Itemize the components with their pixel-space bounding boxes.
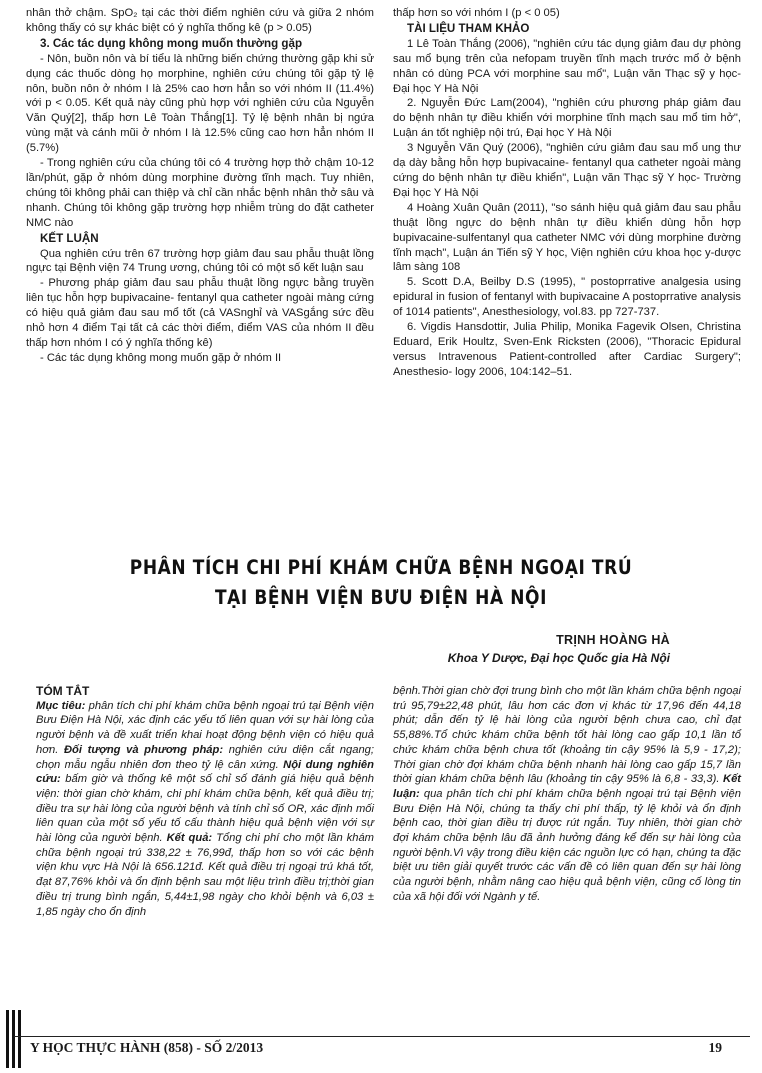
spo2-paragraph: nhân thở chậm. SpO₂ tại các thời điểm nghiên cứu và giữa 2 nhóm không thấy có sự khác biệt có ý nghĩa thống kê (p > 0.05): [26, 7, 374, 34]
page-number: 19: [708, 1040, 722, 1055]
abstract-body-right: [393, 684, 741, 905]
right-column-references: [393, 6, 741, 380]
subjects-methods-text: nghiên cứu diện cắt ngang; chọn mẫu ngẫu nhiên đơn theo tỷ lệ cân xứng.: [36, 743, 375, 771]
reference-item: 2. Nguyễn Đức Lam(2004), "nghiên cứu phương pháp giảm đau do bệnh nhân tự điều khiển với morphine tĩnh mạch sau mổ tim hở", Luận án tốt nghiệp nội trú, Đại học Y Hà Nội: [393, 97, 741, 140]
nausea-paragraph: - Nôn, buồn nôn và bí tiểu là những biến chứng thường gặp khi sử dụng các thuốc dòng họ morphine, nghiên cứu chúng tôi gặp tỷ lệ nôn, buồn nôn ở nhóm I là 25% cao hơn hẳn so với nhóm II (11.4%) với p < 0.05. Kết quả này cũng phù hợp với nghiên cứu của Nguyễn Văn Quý[2], thấp hơn Lê Toàn Thắng[1]. Tỷ lệ bệnh nhân bị ngứa vùng mặt và cánh mũi ở nhóm I là 12.5% cũng cao hơn hẳn nhóm II (5.7%): [26, 52, 374, 155]
content-label: Nội dung nghiên cứu:: [36, 758, 374, 786]
author-name: TRỊNH HOÀNG HÀ: [556, 633, 670, 647]
article-title-line-1: PHÂN TÍCH CHI PHÍ KHÁM CHỮA BỆNH NGOẠI TRÚ: [129, 556, 633, 580]
abstract-conclusion-label: Kết luận:: [393, 773, 742, 800]
footer-rule: [14, 1036, 750, 1037]
left-column-previous-article: [26, 6, 374, 366]
reference-item: 1 Lê Toàn Thắng (2006), "nghiên cứu tác dụng giảm đau dự phòng sau mổ bụng trên của nefopam truyền tĩnh mạch trước mổ ở bệnh nhân có dùng PCA với morphine sau mổ", Luận văn Thạc sỹ y học- Đại học Y Hà Nội: [393, 37, 741, 95]
content-text: bấm giờ và thống kê một số chỉ số đánh giá hiệu quả bệnh viện: thời gian chờ khám, chi phí khám chữa bệnh, kết quả điều trị; điều tra sự hài lòng của người bệnh và tính chỉ số OR, xác định mối liên quan của một số yếu tố cấu thành hiệu quả bệnh viện với sự hài lòng của người bệnh.: [36, 773, 374, 845]
reference-item: 5. Scott D.A, Beilby D.S (1995), " postoprrative analgesia using epidural in fusion of fentanyl with bupivacaine A postoprrative analysis of 1014 patients", Anesthesiology, vol.83. pp 727-737.: [393, 276, 741, 319]
objective-label: Mục tiêu:: [36, 699, 86, 712]
results-label: Kết quả:: [166, 832, 213, 845]
conclusion-intro: Qua nghiên cứu trên 67 trường hợp giảm đau sau phẫu thuật lồng ngực tại Bệnh viện 74 Trung ương, chúng tôi có một số kết luận sau: [26, 247, 374, 275]
reference-item: 3 Nguyễn Văn Quý (2006), "nghiên cứu giảm đau sau mổ ung thư dạ dày bằng hỗn hợp bupivacaine- fentanyl qua catheter ngoài màng cứng do bệnh nhân tự điều khiển", Luận văn Thạc sỹ Y học- Trường Đại học Y Hà Nội: [393, 142, 741, 199]
objective-text: phân tích chi phí khám chữa bệnh ngoại trú tại Bệnh viện Bưu Điện Hà Nội, xác định các yếu tố liên quan với sự hài lòng của người bệnh và đề xuất triển khai hoạt động bệnh viện có hiệu quả hơn.: [36, 699, 374, 756]
article-title-line-2: TẠI BỆNH VIỆN BƯU ĐIỆN HÀ NỘI: [214, 586, 548, 610]
abstract-left-column: [36, 684, 374, 919]
results-text: Tổng chi phí cho một lần khám chữa bệnh ngoại trú 338,22 ± 76,99đ, thấp hơn so với các bệnh viện khu vực Hà Nội là 656.121đ. Kết quả điều trị ngoại trú khá tốt, đạt 87,76% khỏi và ổn định bệnh sau một liệu trình điều trị;thời gian điều trị trung bình ngắn, 5,44±1,98 ngày cho khỏi bệnh và 6,03 ± 1,85 ngày cho ổn định: [36, 832, 374, 918]
abstract-conclusion-text: qua phân tích chi phí khám chữa bệnh ngoại trú tại Bệnh viện Bưu Điện Hà Nội, chúng ta thấy chi phí thấp, tỷ lệ khỏi và ổn định bệnh cao, thời gian điều trị được rút ngắn. Tuy nhiên, thời gian chờ đợi khám chữa bệnh lâu đã ảnh hưởng đáng kể đến sự hài lòng của người bệnh.Vì vậy trong điều kiện các nguồn lực có hạn, chúng ta đặc biệt ưu tiên giải quyết trước các vấn đề có liên quan đến sự hài lòng của người bệnh, nhằm nâng cao hiệu quả bệnh viện, cũng cố lòng tin của xã hội đối với Ngành y tế.: [393, 787, 741, 903]
reference-item: 4 Hoàng Xuân Quân (2011), "so sánh hiệu quả giảm đau sau phẫu thuật lồng ngực do bệnh nhân tự điều khiển dùng hỗn hợp bupivacaine-sulfentanyl qua catheter NMC với dùng morphine đường tĩnh mạch", Luận án Tiến sỹ Y học, Viện nghiên cứu khoa học y-dược lâm sàng 108: [393, 201, 741, 274]
conclusion-point-1: - Phương pháp giảm đau sau phẫu thuật lồng ngực bằng truyền liên tục hỗn hợp bupivacaine- fentanyl qua catheter ngoài màng cứng có hiệu quả giảm đau sau mổ tốt (cả VASnghỉ và VASgắng sức đều nhỏ hơn 4 điểm Tại tất cả các thời điểm, điểm VAS của nhóm II đều thấp hơn nhóm I có ý nghĩa thống kê): [26, 277, 374, 349]
journal-name: Y HỌC THỰC HÀNH (858) - SỐ 2/2013: [30, 1040, 264, 1055]
references-heading: TÀI LIỆU THAM KHẢO: [407, 21, 530, 35]
abstract-body-left: [36, 699, 374, 920]
conclusion-heading: KẾT LUẬN: [40, 231, 99, 245]
conclusion-continuation: thấp hơn so với nhóm I (p < 0 05): [393, 7, 560, 19]
footer-margin-bar: [18, 1010, 21, 1068]
reference-item: 6. Vigdis Hansdottir, Julia Philip, Monika Fagevik Olsen, Christina Eduard, Erik Houltz, Sven-Enk Ricksten (2006), "Thoracic Epidural versus Intravenous Patient-controlled after Cardiac Surgery"; Anesthesio- logy 2006, 104:142–51.: [393, 321, 741, 378]
abstract-right-column: [393, 684, 741, 905]
abstract-heading: TÓM TẮT: [36, 684, 90, 698]
footer-margin-bar: [12, 1010, 15, 1068]
side-effects-heading: 3. Các tác dụng không mong muốn thường gặp: [40, 36, 303, 50]
subjects-methods-label: Đối tượng và phương pháp:: [63, 743, 224, 756]
bradypnea-paragraph: - Trong nghiên cứu của chúng tôi có 4 trường hợp thở chậm 10-12 lần/phút, gặp ở nhóm dùng morphine đường tĩnh mạch. Tuy nhiên, chúng tôi không phải can thiệp và chỉ cần nhắc bệnh nhân thở sâu và nhanh. Chúng tôi không gặp trường hợp nhiễm trùng do đặt catheter NMC nào: [26, 157, 374, 229]
results-continuation: bệnh.Thời gian chờ đợi trung bình cho một lần khám chữa bệnh ngoại trú 95,79±22,48 phút, lâu hơn các đơn vị khác từ 17,96 đến 44,18 phút; dẫn đến tỷ lệ hài lòng của người bệnh chưa cao, chỉ đạt 55,88%.Tổ chức khám chữa bệnh tốt hài lòng cao gấp 10,1 lần tổ chức khám chữa bệnh chưa tốt (khoảng tin cậy 95% là 5,9 - 17,2); Thời gian chờ đợi khám chữa bệnh nhanh hài lòng cao gấp 15,7 lần thời gian khám chữa bệnh lâu (khoảng tin cậy 95% là 6,8 - 33,3).: [393, 685, 741, 786]
author-affiliation: Khoa Y Dược, Đại học Quốc gia Hà Nội: [447, 651, 670, 665]
footer-margin-bar: [6, 1010, 9, 1068]
conclusion-point-2: - Các tác dụng không mong muốn gặp ở nhóm II: [40, 351, 282, 364]
